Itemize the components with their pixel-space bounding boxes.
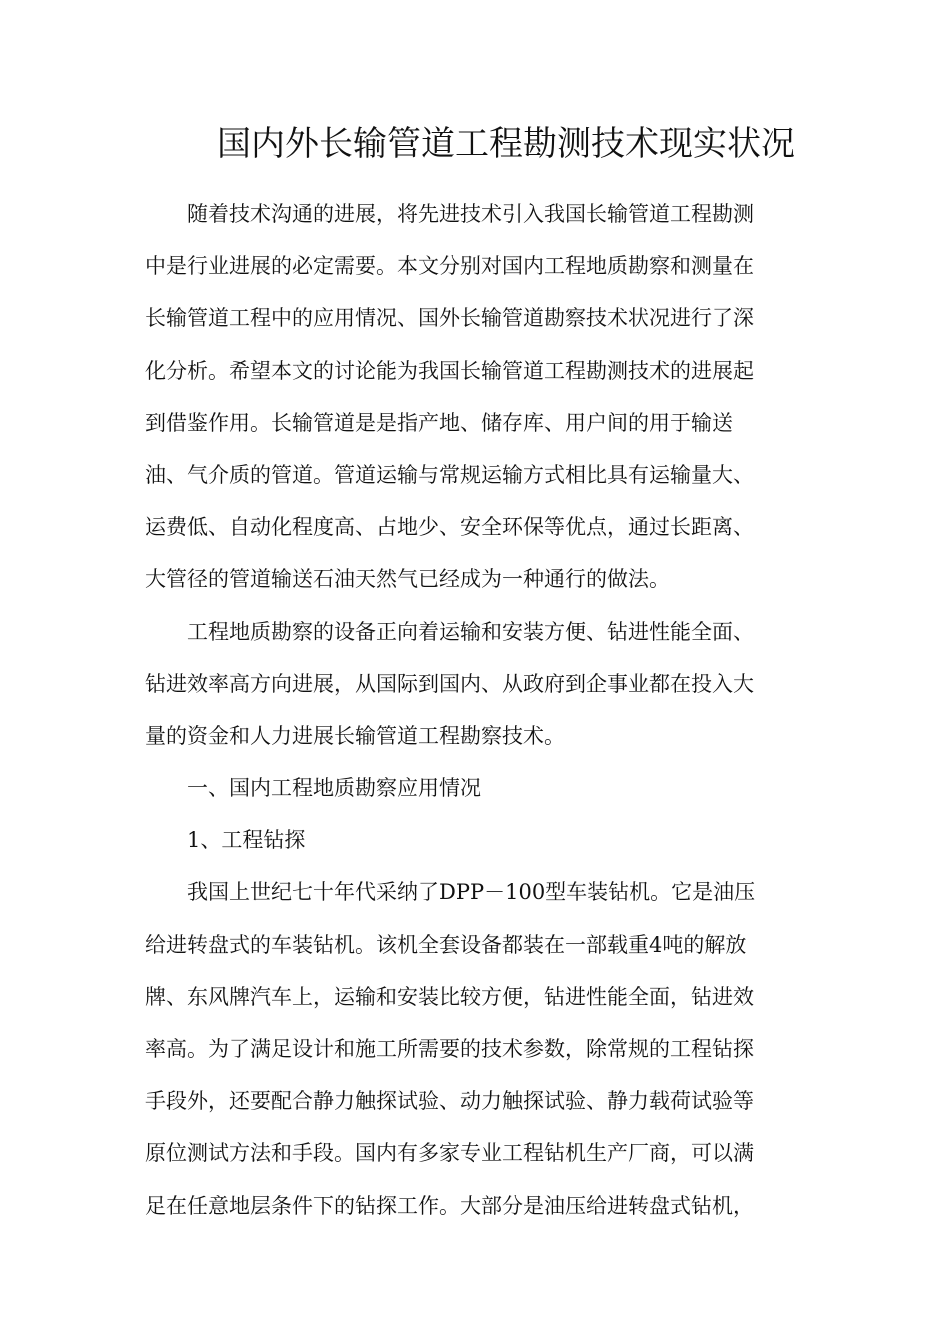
paragraph-line: 原位测试方法和手段。国内有多家专业工程钻机生产厂商，可以满 (145, 1141, 754, 1166)
paragraph-line: 油、气介质的管道。管道运输与常规运输方式相比具有运输量大、 (145, 462, 754, 487)
paragraph-line: 量的资金和人力进展长输管道工程勘察技术。 (145, 723, 565, 748)
document-body (145, 188, 800, 1232)
paragraph-line: 钻进效率高方向进展，从国际到国内、从政府到企事业都在投入大 (145, 671, 754, 696)
document-title: 国内外长输管道工程勘测技术现实状况 (217, 124, 795, 164)
paragraph-line: 工程地质勘察的设备正向着运输和安装方便、钻进性能全面、 (187, 619, 754, 644)
paragraph-line: 中是行业进展的必定需要。本文分别对国内工程地质勘察和测量在 (145, 254, 754, 279)
paragraph-line: 长输管道工程中的应用情况、国外长输管道勘察技术状况进行了深 (145, 306, 754, 331)
paragraph-line: 我国上世纪七十年代采纳了DPP－100型车装钻机。它是油压 (187, 880, 756, 905)
paragraph-line: 运费低、自动化程度高、占地少、安全环保等优点，通过长距离、 (145, 515, 754, 540)
paragraph-line: 化分析。希望本文的讨论能为我国长输管道工程勘测技术的进展起 (145, 358, 754, 383)
subsection-heading: 1、工程钻探 (187, 828, 306, 853)
section-heading: 一、国内工程地质勘察应用情况 (187, 776, 481, 801)
paragraph-line: 足在任意地层条件下的钻探工作。大部分是油压给进转盘式钻机， (145, 1193, 754, 1218)
paragraph-line: 大管径的管道输送石油天然气已经成为一种通行的做法。 (145, 567, 670, 592)
paragraph-line: 到借鉴作用。长输管道是是指产地、储存库、用户间的用于输送 (145, 410, 733, 435)
paragraph-line: 随着技术沟通的进展，将先进技术引入我国长输管道工程勘测 (187, 202, 754, 226)
paragraph-line: 给进转盘式的车装钻机。该机全套设备都装在一部载重4吨的解放 (145, 932, 747, 957)
paragraph-line: 率高。为了满足设计和施工所需要的技术参数，除常规的工程钻探 (145, 1037, 754, 1061)
paragraph-line: 牌、东风牌汽车上，运输和安装比较方便，钻进性能全面，钻进效 (145, 984, 754, 1009)
paragraph-line: 手段外，还要配合静力触探试验、动力触探试验、静力载荷试验等 (145, 1089, 754, 1114)
